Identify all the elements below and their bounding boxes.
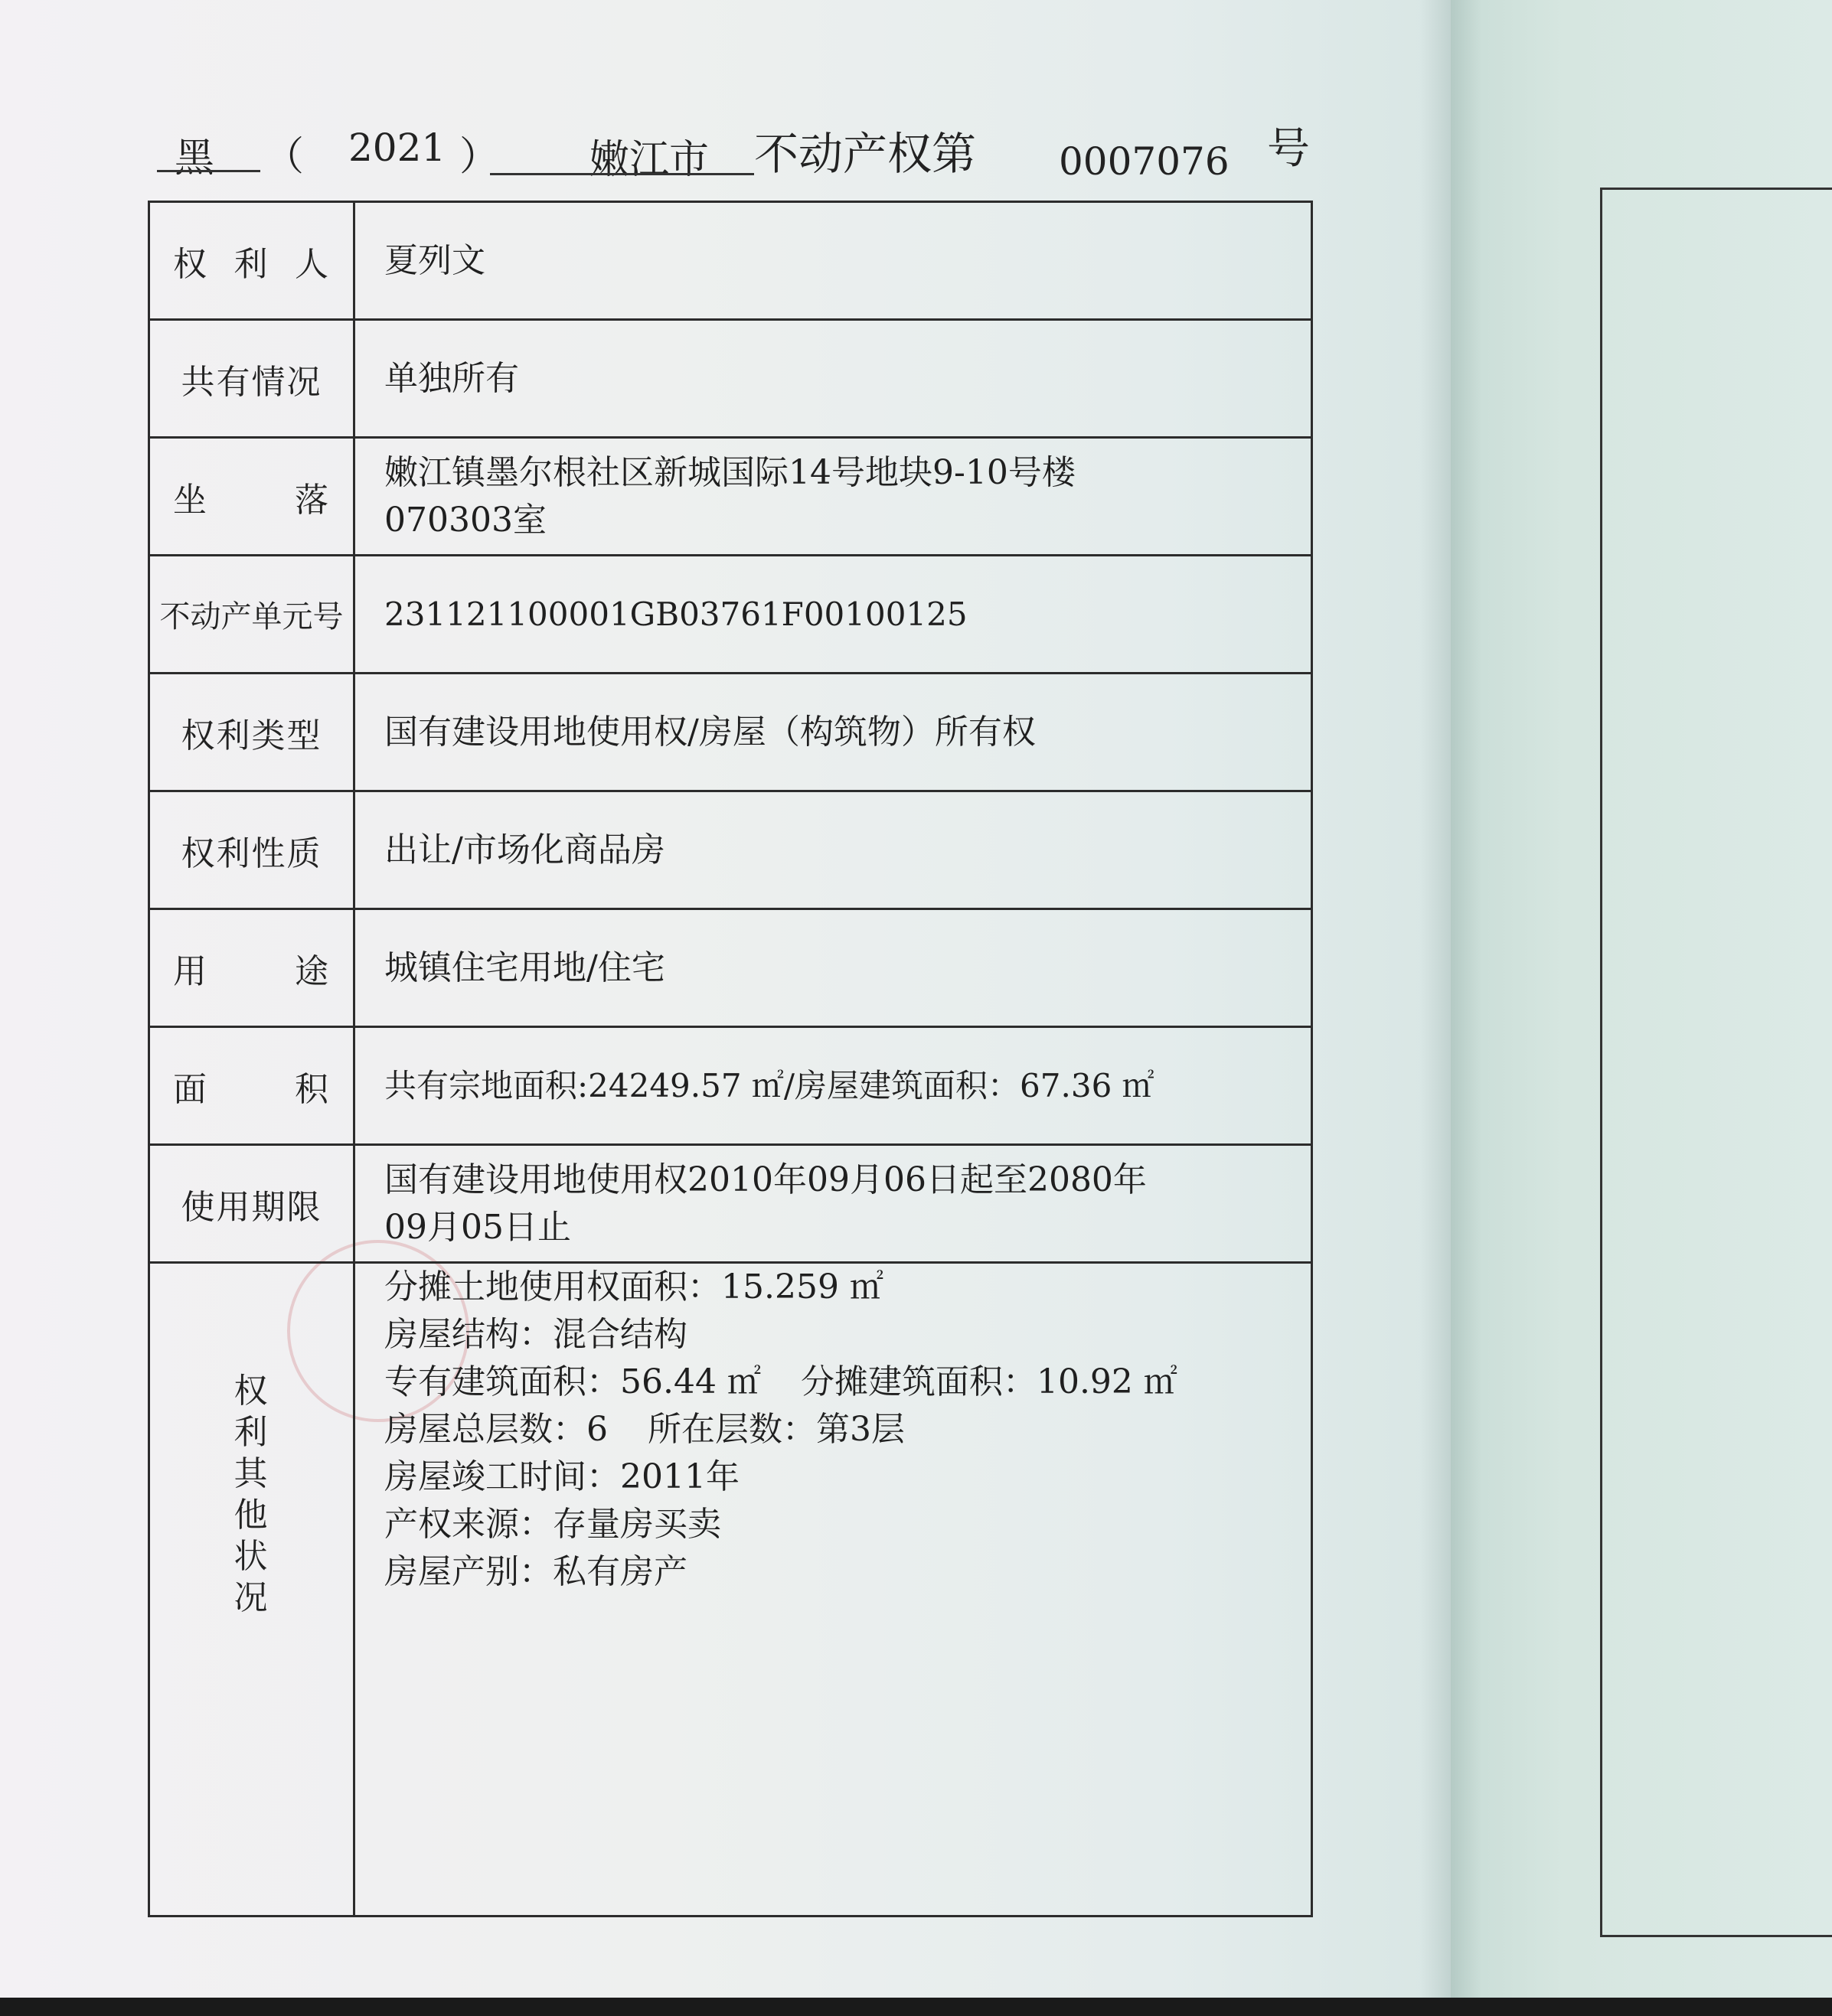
label-area <box>149 1027 354 1145</box>
label-char: 况 <box>233 1578 269 1617</box>
row-right-type <box>149 674 1312 791</box>
house-structure: 房屋结构：混合结构 <box>384 1315 687 1354</box>
floor-line <box>384 1406 1311 1453</box>
label-char: 用 <box>173 951 208 991</box>
label-char: 落 <box>295 480 330 520</box>
property-source: 产权来源：存量房买卖 <box>384 1505 721 1544</box>
number-suffix: 号 <box>1267 124 1310 174</box>
label-char: 坐 <box>173 480 208 520</box>
label-location <box>149 438 354 556</box>
location-line-1: 嫩江镇墨尔根社区新城国际14号地块9-10号楼 <box>384 452 1076 492</box>
shared-land-area: 分摊土地使用权面积：15.259 ㎡ <box>384 1267 883 1306</box>
location-line-2: 070303室 <box>384 500 547 540</box>
row-right-nature <box>149 791 1312 909</box>
right-page-frame <box>1600 188 1832 1937</box>
completion-time: 房屋竣工时间：2011年 <box>384 1457 740 1496</box>
label-char: 利 <box>233 1413 269 1452</box>
value-other <box>354 1263 1312 1917</box>
shared-building-area: 分摊建筑面积：10.92 ㎡ <box>800 1362 1177 1401</box>
value-term <box>354 1145 1312 1263</box>
page-fold <box>1420 0 1481 1998</box>
row-other <box>149 1263 1312 1917</box>
label-term: 使用期限 <box>149 1145 354 1263</box>
label-co-ownership: 共有情况 <box>149 320 354 438</box>
row-location <box>149 438 1312 556</box>
label-char: 其 <box>233 1454 269 1493</box>
label-char: 权 <box>173 244 208 284</box>
value-right-type: 国有建设用地使用权/房屋（构筑物）所有权 <box>354 674 1312 791</box>
value-owner: 夏列文 <box>354 202 1312 320</box>
row-usage <box>149 909 1312 1027</box>
label-char: 面 <box>173 1069 208 1109</box>
row-area <box>149 1027 1312 1145</box>
row-co-ownership <box>149 320 1312 438</box>
value-co-ownership: 单独所有 <box>354 320 1312 438</box>
label-right-type: 权利类型 <box>149 674 354 791</box>
year: 2021 <box>348 126 446 170</box>
label-char: 途 <box>295 951 330 991</box>
label-usage <box>149 909 354 1027</box>
row-unit-number <box>149 556 1312 674</box>
area-line <box>384 1359 1311 1406</box>
value-right-nature: 出让/市场化商品房 <box>354 791 1312 909</box>
paren-open: （ <box>264 134 305 180</box>
value-area: 共有宗地面积:24249.57 ㎡/房屋建筑面积：67.36 ㎡ <box>354 1027 1312 1145</box>
province-underline <box>157 170 260 172</box>
certificate-header <box>0 115 1451 184</box>
value-usage: 城镇住宅用地/住宅 <box>354 909 1312 1027</box>
certificate-title: 不动产权第 <box>754 128 977 180</box>
label-other <box>149 1263 354 1917</box>
label-char: 权 <box>233 1372 269 1411</box>
label-char: 他 <box>233 1496 269 1535</box>
total-floors: 房屋总层数：6 <box>384 1410 608 1449</box>
certificate-number: 0007076 <box>1059 139 1229 184</box>
label-char: 状 <box>233 1537 269 1576</box>
label-char: 人 <box>295 244 330 284</box>
city-name: 嫩江市 <box>589 137 710 183</box>
certificate-table <box>148 201 1313 1917</box>
term-line-2: 09月05日止 <box>384 1207 571 1247</box>
label-right-nature: 权利性质 <box>149 791 354 909</box>
paren-close: ） <box>459 134 500 180</box>
term-line-1: 国有建设用地使用权2010年09月06日起至2080年 <box>384 1160 1147 1199</box>
row-term <box>149 1145 1312 1263</box>
city-underline <box>490 173 754 175</box>
label-unit-number: 不动产单元号 <box>149 556 354 674</box>
label-char: 积 <box>295 1069 330 1109</box>
located-floor: 所在层数：第3层 <box>648 1410 905 1449</box>
label-char: 利 <box>233 244 269 284</box>
value-unit-number: 231121100001GB03761F00100125 <box>354 556 1312 674</box>
label-owner <box>149 202 354 320</box>
exclusive-area: 专有建筑面积：56.44 ㎡ <box>384 1362 761 1401</box>
property-category: 房屋产别：私有房产 <box>384 1552 687 1591</box>
province-abbr: 黑 <box>175 135 215 181</box>
value-location <box>354 438 1312 556</box>
row-owner <box>149 202 1312 320</box>
